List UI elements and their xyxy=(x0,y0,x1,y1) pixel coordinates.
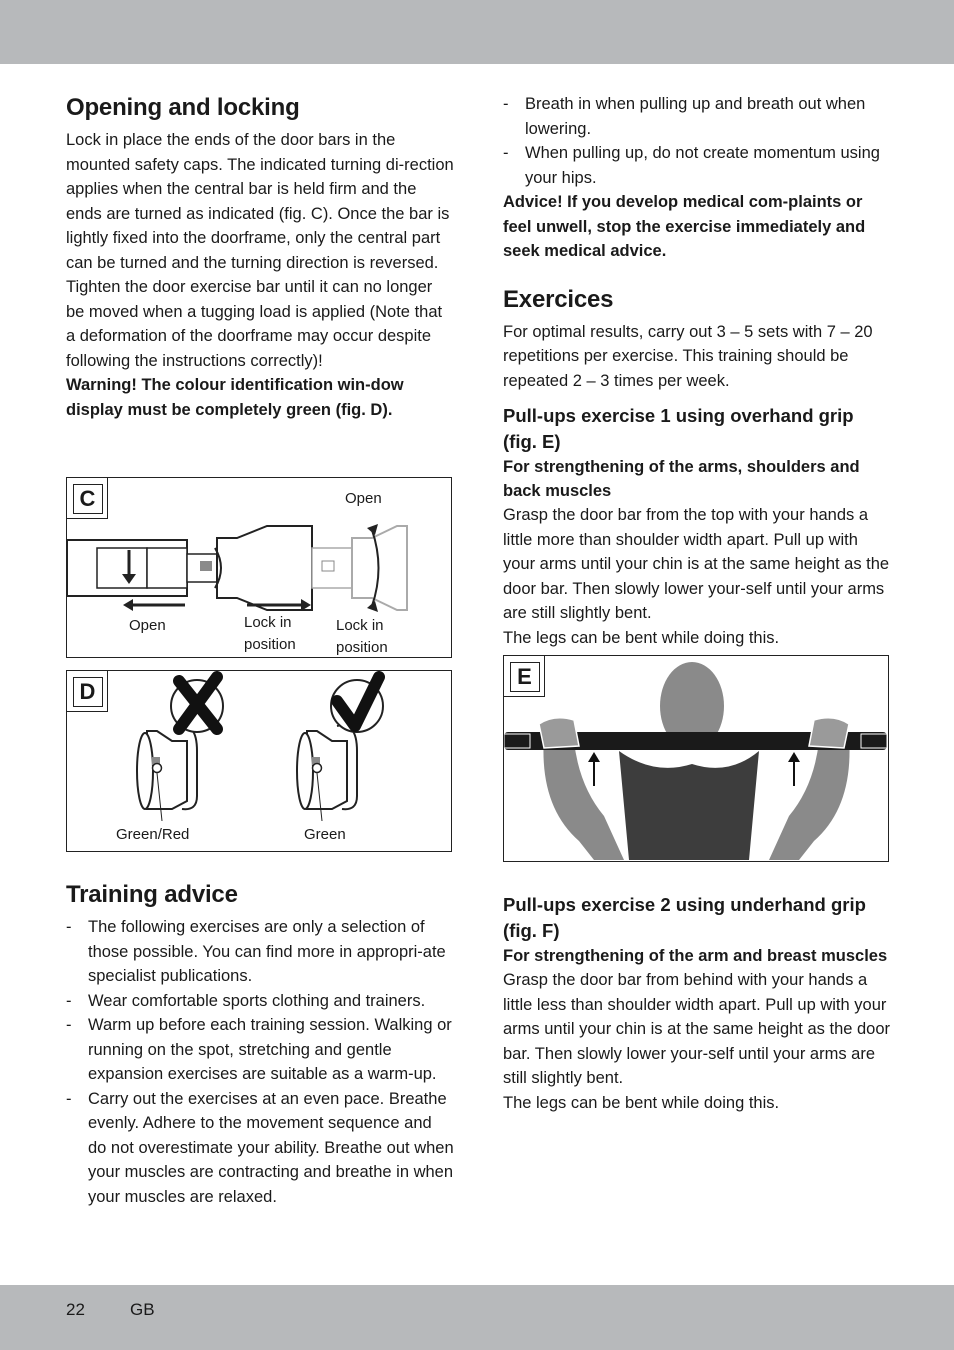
open-bottom-label: Open xyxy=(129,617,166,634)
ex2-legs: The legs can be bent while doing this. xyxy=(503,1093,780,1112)
header-bar xyxy=(0,0,954,64)
list-item: - The following exercises are only a selection of those possible. You can find more in appropri-ate specialist publications. xyxy=(66,915,454,989)
ex2-body: Grasp the door bar from behind with your hands a little less than shoulder width apart. Pull up with your arms until your chin is at the same height as the door bar. Then slowly lower your-self until your arms are still slightly bent. xyxy=(503,971,891,1087)
green-red-label: Green/Red xyxy=(116,826,190,843)
ex1-heading: Pull-ups exercise 1 using overhand grip (fig. E) xyxy=(503,405,854,452)
lock-in-label-2: Lock in position xyxy=(336,617,388,656)
training-heading: Training advice xyxy=(66,881,238,908)
medical-advice: Advice! If you develop medical com-plaints or feel unwell, stop the exercise immediately and seek medical advice. xyxy=(503,193,866,260)
training-list xyxy=(66,915,454,1209)
figure-e xyxy=(503,655,889,862)
fig-c-letter: C xyxy=(73,484,103,514)
fig-d-letter: D xyxy=(73,677,103,707)
exercises-heading: Exercices xyxy=(503,285,614,313)
ex1-legs: The legs can be bent while doing this. xyxy=(503,628,780,647)
figure-c xyxy=(66,477,452,658)
opening-body: Lock in place the ends of the door bars in the mounted safety caps. The indicated turning di-rection applies when the central bar is held firm and the ends are turned as indicated (fig. C). Once the bar is lightly fixed into the doorframe, only the central part can be turned and the turning direction is reversed. Tighten the door exercise bar until it can no longer be moved when a tugging load is applied (Note that a deformation of the doorframe may occur despite following the instructions correctly)! xyxy=(66,131,454,370)
green-label: Green xyxy=(304,826,346,843)
list-item: - Wear comfortable sports clothing and trainers. xyxy=(66,989,454,1014)
training-section xyxy=(66,879,454,1209)
right-column xyxy=(503,92,891,650)
pullup-overhand-illustration xyxy=(504,656,887,860)
list-item: - Carry out the exercises at an even pace. Breathe evenly. Adhere to the movement sequence and do not overestimate your ability. Breathe out when your muscles are contracting and breathe in when your muscles are relaxed. xyxy=(66,1087,454,1210)
figure-d xyxy=(66,670,452,852)
page-number: 22 xyxy=(66,1300,85,1319)
breathing-list xyxy=(503,92,891,190)
ex1-subheading: For strengthening of the arms, shoulders and back muscles xyxy=(503,458,860,500)
list-item: - When pulling up, do not create momentum using your hips. xyxy=(503,141,891,190)
fig-d-label-box xyxy=(66,670,108,712)
ex2-subheading: For strengthening of the arm and breast muscles xyxy=(503,947,888,965)
ex1-body: Grasp the door bar from the top with your hands a little more than shoulder width apart. Pull up with your arms until your chin is at the same height as the door bar. Then slowly lower your-self until your arms are still slightly bent. xyxy=(503,506,890,622)
exercise-2-section xyxy=(503,892,891,1115)
fig-c-label-box xyxy=(66,477,108,519)
left-column xyxy=(66,92,454,422)
list-item: - Breath in when pulling up and breath out when lowering. xyxy=(503,92,891,141)
list-item: - Warm up before each training session. Walking or running on the spot, stretching and gentle expansion exercises are suitable as a warm-up. xyxy=(66,1013,454,1087)
lock-in-label-1: Lock in position xyxy=(244,614,296,653)
ex2-heading: Pull-ups exercise 2 using underhand grip (fig. F) xyxy=(503,894,866,941)
exercises-body: For optimal results, carry out 3 – 5 sets with 7 – 20 repetitions per exercise. This training should be repeated 2 – 3 times per week. xyxy=(503,322,873,390)
fig-e-label-box xyxy=(503,655,545,697)
open-top-label: Open xyxy=(345,490,382,507)
language-code: GB xyxy=(130,1300,155,1319)
opening-heading: Opening and locking xyxy=(66,94,300,121)
fig-e-letter: E xyxy=(510,662,540,692)
opening-warning: Warning! The colour identification win-dow display must be completely green (fig. D). xyxy=(66,376,404,419)
